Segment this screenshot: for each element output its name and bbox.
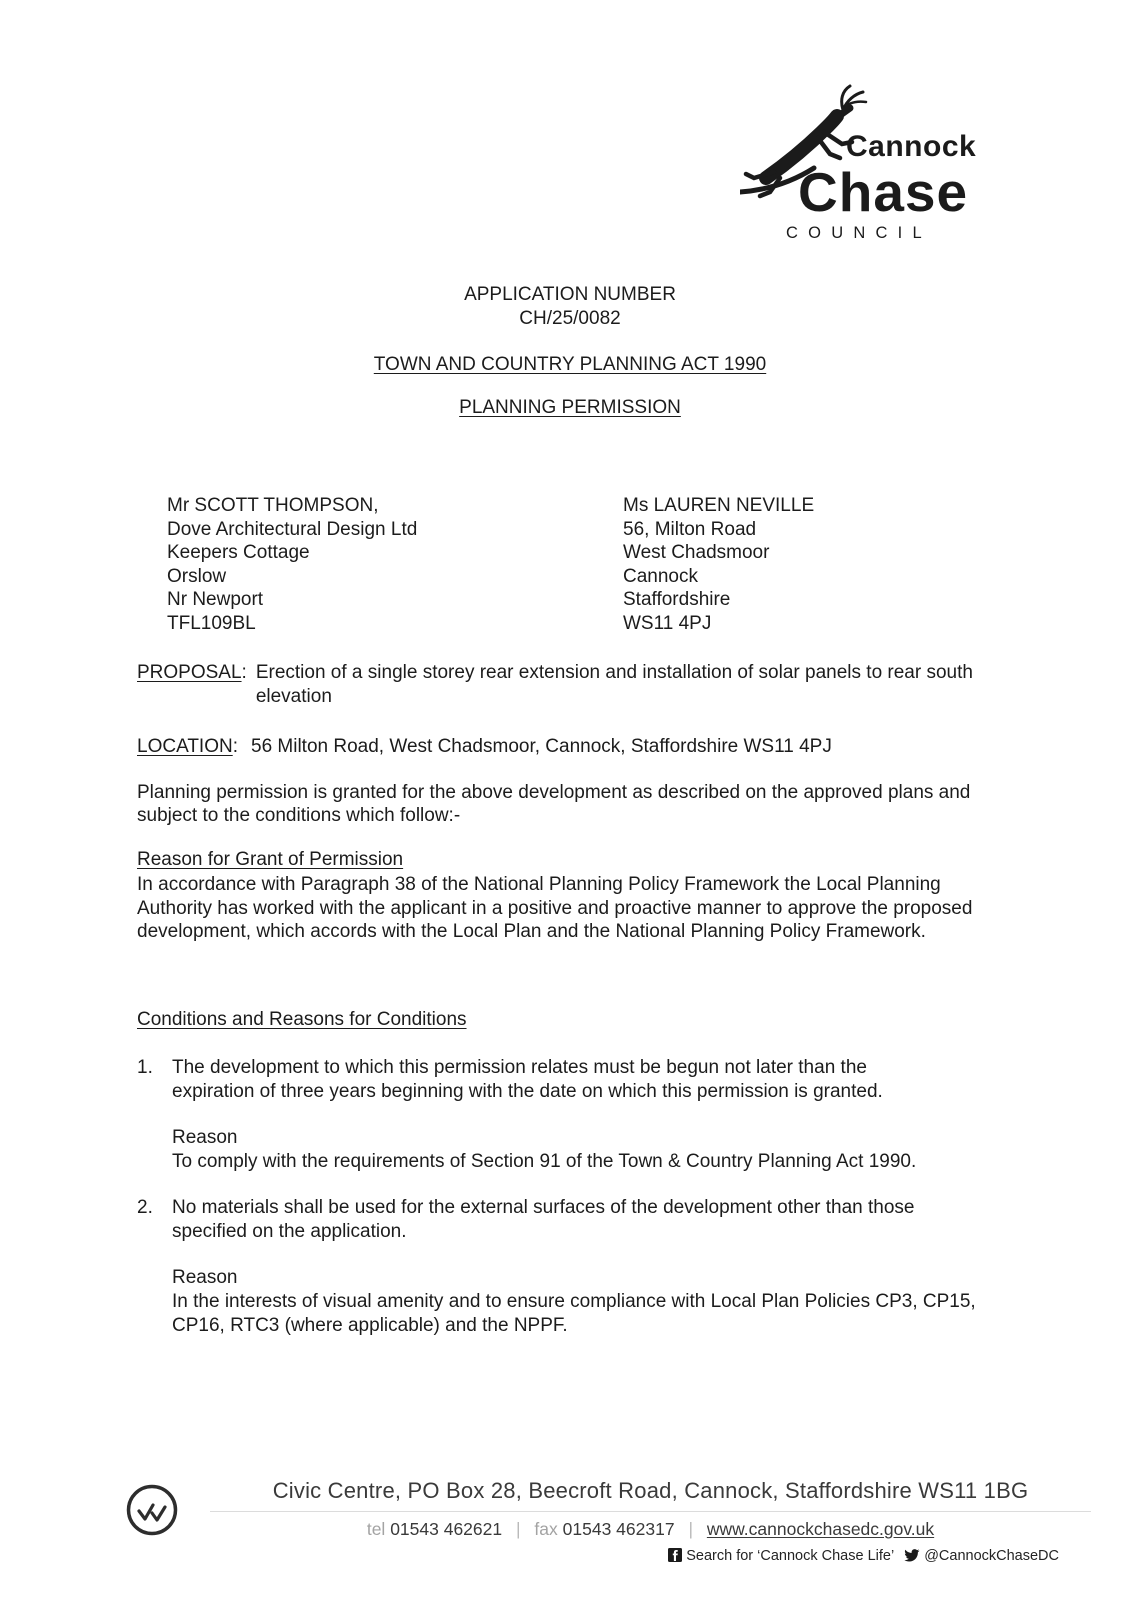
separator: | [515, 1519, 521, 1539]
applicant-address-line: Ms LAUREN NEVILLE [623, 495, 815, 516]
condition-reason-label: Reason [172, 1267, 238, 1289]
act-title: TOWN AND COUNTRY PLANNING ACT 1990 [373, 353, 767, 375]
agent-address-line: Orslow [167, 565, 227, 587]
footer-divider [210, 1511, 1091, 1512]
condition-text: No materials shall be used for the external surfaces of the development other than those specified on the application. [172, 1196, 915, 1242]
condition-reason [172, 1126, 1003, 1174]
application-number-block [137, 283, 1003, 331]
conditions-heading: Conditions and Reasons for Conditions [137, 1009, 467, 1031]
condition-reason-label: Reason [172, 1127, 238, 1149]
agent-address-line: Mr SCOTT THOMPSON, [167, 495, 379, 516]
twitter-icon [904, 1549, 920, 1566]
disability-two-ticks-badge [126, 1484, 178, 1541]
logo-name-cannock: Cannock [846, 130, 977, 163]
facebook-text: Search for ‘Cannock Chase Life’ [686, 1548, 895, 1564]
recipient-addresses [167, 494, 1003, 635]
agent-address-line: Nr Newport [167, 589, 264, 611]
footer-content [210, 1478, 1091, 1566]
agent-address-line: TFL109BL [167, 612, 256, 634]
fax-label: fax [534, 1519, 558, 1539]
condition-number: 1. [137, 1056, 153, 1078]
application-number-label: APPLICATION NUMBER [464, 284, 676, 305]
agent-address-line: Dove Architectural Design Ltd [167, 518, 418, 540]
proposal-label: PROPOSAL: [137, 662, 247, 684]
applicant-address-line: 56, Milton Road [623, 518, 757, 540]
location-label: LOCATION: [137, 735, 238, 757]
facebook-icon [668, 1548, 682, 1566]
tel-label: tel [366, 1519, 386, 1539]
condition-body [172, 1196, 1003, 1338]
applicant-address-line: Staffordshire [623, 589, 731, 611]
footer-contact-row [210, 1519, 1091, 1540]
proposal-text: Erection of a single storey rear extension and installation of solar panels to rear south elevation [255, 662, 973, 708]
condition-item-2 [137, 1196, 1003, 1338]
council-logo [740, 84, 985, 244]
condition-number: 2. [137, 1196, 153, 1218]
applicant-address-line: West Chadsmoor [623, 542, 770, 564]
agent-address-line: Keepers Cottage [167, 542, 310, 564]
council-address: Civic Centre, PO Box 28, Beecroft Road, Cannock, Staffordshire WS11 1BG [272, 1478, 1029, 1503]
reason-for-grant-text: In accordance with Paragraph 38 of the National Planning Policy Framework the Local Planning Authority has worked with the applicant in a positive and proactive manner to approve the proposed development, which accords with the Local Plan and the National Planning Policy Framework. [137, 873, 973, 943]
applicant-address-line: WS11 4PJ [623, 612, 712, 634]
condition-text: The development to which this permission relates must be begun not later than the expiration of three years beginning with the date on which this permission is granted. [172, 1056, 883, 1102]
location-text: 56 Milton Road, West Chadsmoor, Cannock, Staffordshire WS11 4PJ [251, 735, 832, 757]
condition-item-1 [137, 1056, 1003, 1174]
condition-reason [172, 1266, 1003, 1337]
separator: | [688, 1519, 693, 1539]
footer-social-row [210, 1548, 1091, 1566]
condition-reason-text: In the interests of visual amenity and to ensure compliance with Local Plan Policies CP3, CP15, CP16, RTC3 (where applicable) and the NPPF. [172, 1291, 976, 1336]
grant-statement: Planning permission is granted for the above development as described on the approved plans and subject to the conditions which follow:- [137, 781, 971, 827]
fax-number: 01543 462317 [562, 1519, 675, 1539]
council-website-link[interactable]: www.cannockchasedc.gov.uk [706, 1519, 935, 1539]
application-number-value: CH/25/0082 [519, 307, 621, 329]
document-title: PLANNING PERMISSION [459, 397, 681, 419]
reason-for-grant-heading: Reason for Grant of Permission [137, 849, 404, 871]
letter-footer [0, 1478, 1131, 1566]
condition-reason-text: To comply with the requirements of Section 91 of the Town & Country Planning Act 1990. [172, 1151, 917, 1173]
tel-number: 01543 462621 [390, 1519, 503, 1539]
agent-address [167, 494, 623, 635]
location-row [137, 735, 1003, 759]
proposal-row [137, 661, 1003, 709]
condition-body [172, 1056, 1003, 1174]
twitter-handle: @CannockChaseDC [924, 1548, 1059, 1564]
logo-subtitle-council: COUNCIL [786, 224, 932, 242]
two-ticks-icon [126, 1484, 178, 1536]
applicant-address-line: Cannock [623, 565, 698, 587]
applicant-address [623, 494, 814, 635]
logo-name-chase: Chase [798, 161, 969, 223]
